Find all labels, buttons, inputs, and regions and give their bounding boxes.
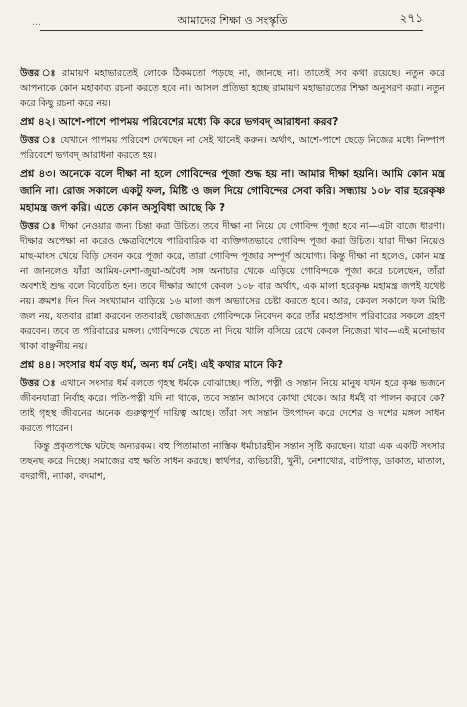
header-rule xyxy=(40,30,423,31)
paragraph: কিন্তু প্রকৃতপক্ষে ঘটছে অন্যরকম। বহু পিতামাতা নাস্তিক ধর্মাচারহীন সন্তান সৃষ্টি করছেন। যারা এক একটি সংসার তছনছ করে দিচ্ছে। সমাজের বহু ক্ষতি সাধন করছে। স্বার্থপর, ব্যভিচারী, খুনী, নেশাখোর, বাটপাড়, ডাকাত, মাতাল, বদরাগী, ন্যাকা, বদমাশ, xyxy=(20,441,445,482)
question-44: প্রশ্ন ৪৪। সংসার ধর্ম বড় ধর্ম, অন্য ধর্ম নেই। এই কথার মানে কি? xyxy=(20,359,283,371)
answer-text: যেখানে পাপময় পরিবেশ দেখছেন না সেই খানেই করুন। অর্থাৎ, আশে-পাশে ছেড়ে নিজের মধ্যে নিষ্পাপ পরিবেশে ভগবদ্ আরাধনা করতে হয়। xyxy=(20,135,445,161)
answer-label: উত্তর ঃ xyxy=(20,221,57,232)
margin-mark: … xyxy=(32,18,41,28)
page-number: ২৭১ xyxy=(399,11,423,25)
running-title: আমাদের শিক্ষা ও সংস্কৃতি xyxy=(177,14,288,27)
answer-text: এখানে সংসার ধর্ম বলতে গৃহস্থ ধর্মকে বোঝাচ্ছে। পতি, পত্নী ও সন্তান নিয়ে মানুষ যখন হরে কৃষ্ণ ভজনে জীবনযাত্রা নির্বাহ করে। পতি-পত্নী যদি না থাকে, তবে সন্তান আসবে কোথা থেকে। আর ধর্মই বা পালন করবে কে? তাই গৃহস্থ জীবনের অনেক গুরুত্বপূর্ণ দায়িত্ব আছে। তাঁরা সৎ সন্তান উৎপাদন করে দেশের ও দশের মঙ্গল সাধন করতে পারেন। xyxy=(20,378,446,434)
answer-label: উত্তর ঃ xyxy=(20,135,57,146)
answer-44 xyxy=(20,376,445,436)
page-header xyxy=(20,0,445,36)
answer-41 xyxy=(20,66,445,111)
answer-42 xyxy=(20,133,445,163)
question-43: প্রশ্ন ৪৩। অনেকে বলে দীক্ষা না হলে গোবিন্দের পূজা শুদ্ধ হয় না। আমার দীক্ষা হয়নি। আমি কোন মন্ত্র জানি না। রোজ সকালে একটু ফল, মিষ্টি ও জল দিয়ে গোবিন্দের সেবা করি। সন্ধ্যায় ১০৮ বার হরেকৃষ্ণ মহামন্ত্র জপ করি। এতে কোন অসুবিধা আছে কি ? xyxy=(20,168,445,214)
question-42: প্রশ্ন ৪২। আশে-পাশে পাপময় পরিবেশের মধ্যে কি করে ভগবদ্ আরাধনা করব? xyxy=(20,116,339,128)
answer-43 xyxy=(20,219,445,354)
page-body xyxy=(20,36,445,484)
answer-label: উত্তর ঃ xyxy=(20,68,59,79)
answer-label: উত্তর ঃ xyxy=(20,378,57,389)
answer-text: রামায়ণ মহাভারতেই লোকে ঠিকমতো পড়ছে না, জানছে না। তাতেই সব কথা রয়েছে। নতুন করে আপনাকে কোন মহাকাব্য রচনা করতে হবে না। আসল প্রতিভা হচ্ছে রামায়ণ মহাভারতের শিক্ষা অনুসরণ করা। নতুন করে কিছু রচনা করে নয়। xyxy=(20,68,445,109)
answer-text: দীক্ষা নেওয়ার জন্য চিন্তা করা উচিত। তবে দীক্ষা না নিয়ে যে গোবিন্দ পূজা হবে না—এটা বাজে ধারণা। দীক্ষার অপেক্ষা না করেও ক্ষেত্রবিশেষে পারিবারিক বা ব্যক্তিগতভাবে গোবিন্দ পূজা করা উচিত। যারা দীক্ষা নিয়েও মাছ-মাংস খেয়ে বিড়ি সেবন করে পূজা করে, তারা গোবিন্দ পূজার সম্পূর্ণ অযোগ্য। কিন্তু দীক্ষা না হলেও, কোন মন্ত্র না জানলেও যাঁরা আমিষ-নেশা-জুয়া-অবৈধ সঙ্গ অনাচার থেকে এড়িয়ে গোবিন্দকে পূজা করে চলেছেন, তাঁরা অবশ্যই শুদ্ধ বলে বিবেচিত হন। তবে দীক্ষার আগে কেবল ১০৮ বার অর্থাৎ, এক মালা হরেকৃষ্ণ মহামন্ত্র জপই যথেষ্ট নয়। ক্রমশঃ দিন দিন সংখ্যামান বাড়িয়ে ১৬ মালা জপ অভ্যাসের চেষ্টা করতে হবে। আর, কেবল সকালে ফল মিষ্টি জল নয়, যতবার রান্না করবেন ততবারই ভোজ্যদ্রব্য গোবিন্দকে নিবেদন করে তাঁর মহাপ্রসাদ পরিবারের সকলে গ্রহণ করবেন। তবে ত পরিবারের মঙ্গল। গোবিন্দকে খেতে না দিয়ে খালি বসিয়ে রেখে কেবল নিজেরা খাব—এই মনোভাব থাকা বাঞ্ছনীয় নয়। xyxy=(20,221,446,352)
